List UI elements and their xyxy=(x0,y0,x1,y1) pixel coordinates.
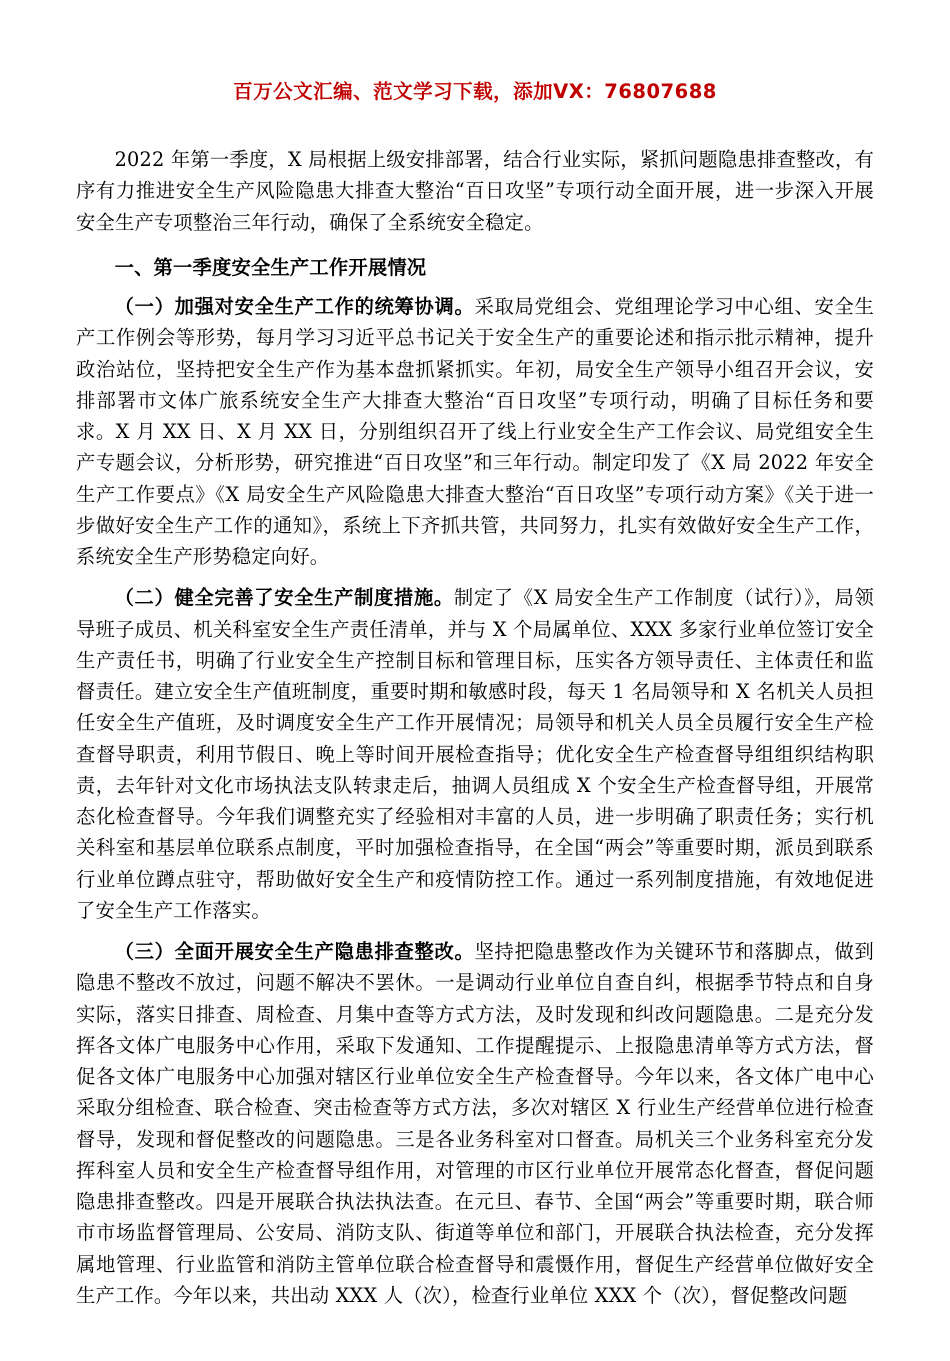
paragraph-item-3-text: 坚持把隐患整改作为关键环节和落脚点，做到隐患不整改不放过，问题不解决不罢休。一是调动行业单位自查自纠，根据季节特点和自身实际，落实日排查、周检查、月集中查等方式方法，及时发现和纠改问题隐患。二是充分发挥各文体广电服务中心作用，采取下发通知、工作提醒提示、上报隐患清单等方式方法，督促各文体广电服务中心加强对辖区行业单位安全生产检查督导。今年以来，各文体广电中心采取分组检查、联合检查、突击检查等方式方法，多次对辖区 X 行业生产经营单位进行检查督导，发现和督促整改的问题隐患。三是各业务科室对口督查。局机关三个业务科室充分发挥科室人员和安全生产检查督导组作用，对管理的市区行业单位开展常态化督查，督促问题隐患排查整改。四是开展联合执法执法查。在元旦、春节、全国“两会”等重要时期，联合师市市场监督管理局、公安局、消防支队、街道等单位和部门，开展联合执法检查，充分发挥属地管理、行业监管和消防主管单位联合检查督导和震慑作用，督促生产经营单位做好安全生产工作。今年以来，共出动 XXX 人（次），检查行业单位 XXX 个（次），督促整改问题 xyxy=(76,940,874,1307)
paragraph-item-3-lead: （三）全面开展安全生产隐患排查整改。 xyxy=(114,940,475,963)
paragraph-intro: 2022 年第一季度，X 局根据上级安排部署，结合行业实际，紧抓问题隐患排查整改，有序有力推进安全生产风险隐患大排查大整治“百日攻坚”专项行动全面开展，进一步深入开展安全生产专项整治三年行动，确保了全系统安全稳定。 xyxy=(76,148,874,234)
paragraph-item-2 xyxy=(76,582,874,926)
section-heading-1: 一、第一季度安全生产工作开展情况 xyxy=(114,255,427,279)
paragraph-item-1 xyxy=(76,291,874,572)
paragraph-item-2-lead: （二）健全完善了安全生产制度措施。 xyxy=(114,586,454,610)
paragraph-item-1-text: 采取局党组会、党组理论学习中心组、安全生产工作例会等形势，每月学习习近平总书记关于安全生产的重要论述和指示批示精神，提升政治站位，坚持把安全生产作为基本盘抓紧抓实。年初，局安全生产领导小组召开会议，安排部署市文体广旅系统安全生产大排查大整治“百日攻坚”专项行动，明确了目标任务和要求。X 月 XX 日、X 月 XX 日，分别组织召开了线上行业安全生产工作会议、局党组安全生产专题会议，分析形势，研究推进“百日攻坚”和三年行动。制定印发了《X 局 2022 年安全生产工作要点》《X 局安全生产风险隐患大排查大整治“百日攻坚”专项行动方案》《关于进一步做好安全生产工作的通知》，系统上下齐抓共管，共同努力，扎实有效做好安全生产工作，系统安全生产形势稳定向好。 xyxy=(76,295,874,568)
document-body xyxy=(76,144,874,1311)
paragraph-item-1-lead: （一）加强对安全生产工作的统筹协调。 xyxy=(114,295,475,318)
paragraph-item-2-text: 制定了《X 局安全生产工作制度（试行）》，局领导班子成员、机关科室安全生产责任清单，并与 X 个局属单位、XXX 多家行业单位签订安全生产责任书，明确了行业安全生产控制目标和管理目标，压实各方领导责任、主体责任和监督责任。建立安全生产值班制度，重要时期和敏感时段，每天 1 名局领导和 X 名机关人员担任安全生产值班，及时调度安全生产工作开展情况；局领导和机关人员全员履行安全生产检查督导职责，利用节假日、晚上等时间开展检查指导；优化安全生产检查督导组组织结构职责，去年针对文化市场执法支队转隶走后，抽调人员组成 X 个安全生产检查督导组，开展常态化检查督导。今年我们调整充实了经验相对丰富的人员，进一步明确了职责任务；实行机关科室和基层单位联系点制度，平时加强检查指导，在全国“两会”等重要时期，派员到联系行业单位蹲点驻守，帮助做好安全生产和疫情防控工作。通过一系列制度措施，有效地促进了安全生产工作落实。 xyxy=(76,586,874,922)
promo-banner: 百万公文汇编、范文学习下载，添加VX：76807688 xyxy=(233,80,717,103)
paragraph-item-3 xyxy=(76,936,874,1311)
